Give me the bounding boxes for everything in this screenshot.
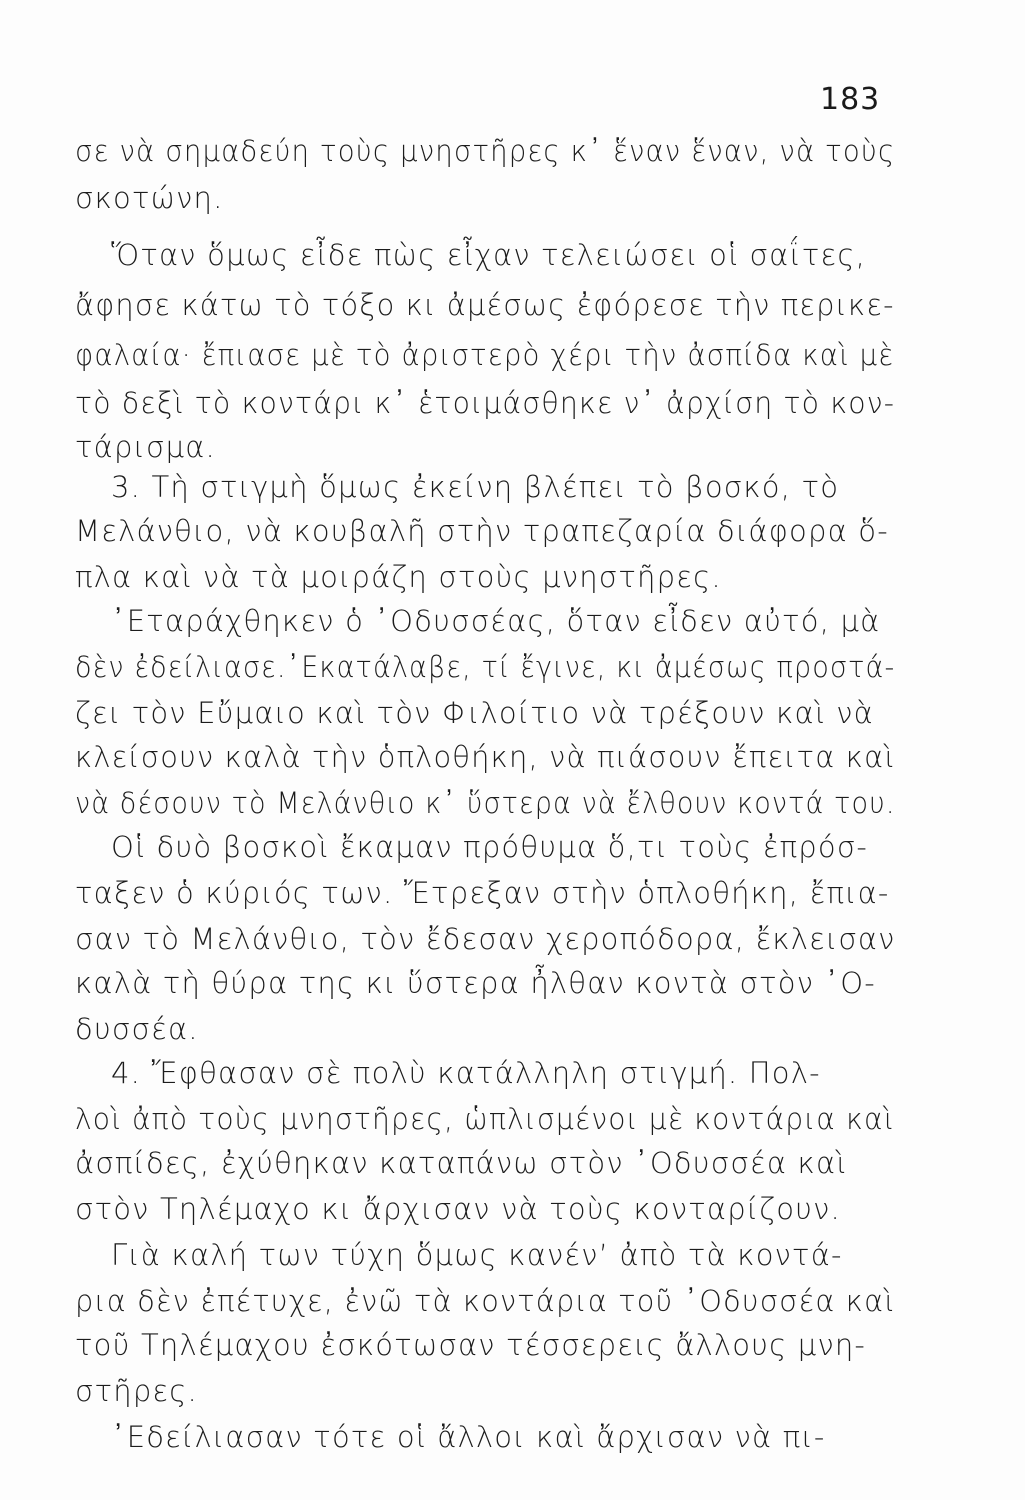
text-line: σαν τὸ Μελάνθιο, τὸν ἔδεσαν χεροπόδορα, ἔκλεισαν xyxy=(75,922,896,956)
text-line: ρια δὲν ἐπέτυχε, ἐνῶ τὰ κοντάρια τοῦ ᾽Οδυσσέα καὶ xyxy=(75,1284,896,1318)
text-line: Οἱ δυὸ βοσκοὶ ἔκαμαν πρόθυμα ὅ,τι τοὺς ἐπρόσ- xyxy=(111,830,869,864)
text-line: κλείσουν καλὰ τὴν ὁπλοθήκη, νὰ πιάσουν ἔπειτα καὶ xyxy=(75,740,896,774)
text-line: καλὰ τὴ θύρα της κι ὕστερα ἦλθαν κοντὰ στὸν ᾽Ο- xyxy=(75,966,876,1000)
text-line: σκοτώνη. xyxy=(75,181,224,215)
text-line: ᾽Εταράχθηκεν ὁ ᾽Οδυσσέας, ὅταν εἶδεν αὐτό, μὰ xyxy=(111,604,881,638)
text-line: τὸ δεξὶ τὸ κοντάρι κ᾽ ἑτοιμάσθηκε ν᾽ ἀρχίση τὸ κον- xyxy=(75,386,896,420)
text-line: Ὅταν ὅμως εἶδε πὼς εἶχαν τελειώσει οἱ σαΐτες, xyxy=(111,238,866,272)
text-line: τοῦ Τηλέμαχου ἐσκότωσαν τέσσερεις ἄλλους μνη- xyxy=(75,1328,867,1362)
text-line: στὸν Τηλέμαχο κι ἄρχισαν νὰ τοὺς κονταρίζουν. xyxy=(75,1192,841,1226)
text-line: ἀσπίδες, ἐχύθηκαν καταπάνω στὸν ᾽Οδυσσέα καὶ xyxy=(75,1146,848,1180)
text-line: πλα καὶ νὰ τὰ μοιράζη στοὺς μνηστῆρες. xyxy=(75,560,722,594)
text-line: σε νὰ σημαδεύη τοὺς μνηστῆρες κ᾽ ἕναν ἕναν, νὰ τοὺς xyxy=(75,134,896,168)
text-line: 3. Τὴ στιγμὴ ὅμως ἐκείνη βλέπει τὸ βοσκό, τὸ xyxy=(111,470,840,504)
text-line: δὲν ἐδείλιασε.᾽Εκατάλαβε, τί ἔγινε, κι ἀμέσως προστά- xyxy=(75,650,896,684)
text-line: 4. Ἔφθασαν σὲ πολὺ κατάλληλη στιγμή. Πολ- xyxy=(111,1056,821,1090)
text-line: ταξεν ὁ κύριός των. Ἔτρεξαν στὴν ὁπλοθήκη, ἔπια- xyxy=(75,876,890,910)
page-number: 183 xyxy=(820,82,881,117)
text-line: Γιὰ καλή των τύχη ὅμως κανένʼ ἀπὸ τὰ κοντά- xyxy=(111,1238,843,1272)
text-line: Μελάνθιο, νὰ κουβαλῆ στὴν τραπεζαρία διάφορα ὅ- xyxy=(75,514,889,548)
text-line: ἄφησε κάτω τὸ τόξο κι ἀμέσως ἐφόρεσε τὴν περικε- xyxy=(75,288,895,322)
text-line: δυσσέα. xyxy=(75,1012,199,1046)
text-line: ζει τὸν Εὔμαιο καὶ τὸν Φιλοίτιο νὰ τρέξουν καὶ νὰ xyxy=(75,696,874,730)
text-line: τάρισμα. xyxy=(75,430,216,464)
text-line: στῆρες. xyxy=(75,1374,198,1408)
text-line: ᾽Εδείλιασαν τότε οἱ ἄλλοι καὶ ἄρχισαν νὰ πι- xyxy=(111,1420,826,1454)
text-line: νὰ δέσουν τὸ Μελάνθιο κ᾽ ὕστερα νὰ ἔλθουν κοντά του. xyxy=(75,786,896,820)
text-line: φαλαία· ἔπιασε μὲ τὸ ἀριστερὸ χέρι τὴν ἀσπίδα καὶ μὲ xyxy=(75,338,895,372)
text-line: λοὶ ἀπὸ τοὺς μνηστῆρες, ὡπλισμένοι μὲ κοντάρια καὶ xyxy=(75,1102,895,1136)
